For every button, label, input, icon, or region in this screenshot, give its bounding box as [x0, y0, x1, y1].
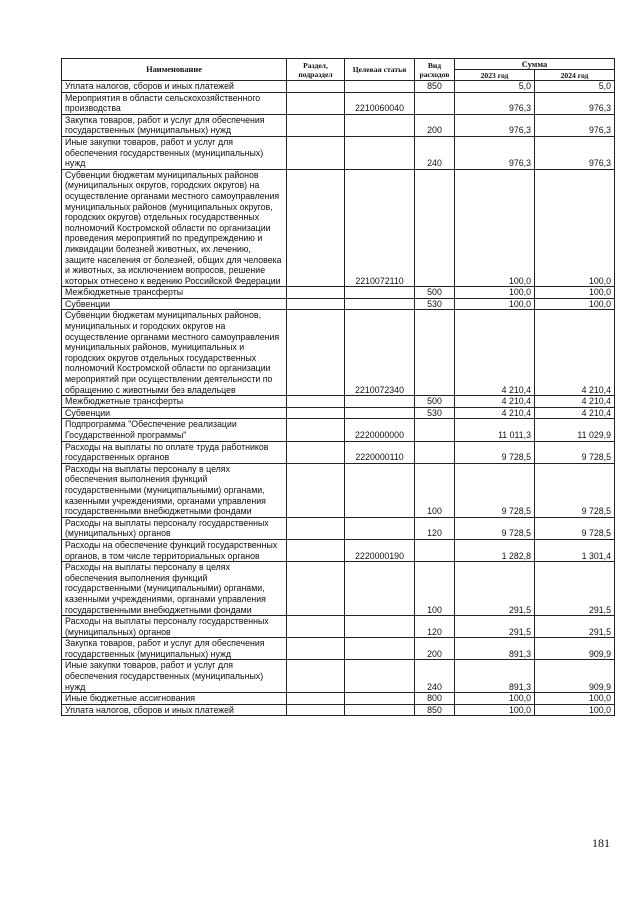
row-name: Субвенции бюджетам муниципальных районов, муниципальных и городских округов на осуществление органами местного самоуправления муниципальных районов, муниципальных и городских округов отдельных государственных полномочий Костромской области по организации мероприятий при осуществлении деятельности по обращению с животными без владельцев: [62, 310, 287, 396]
row-sum-2024: 100,0: [535, 704, 615, 716]
row-type: [415, 419, 455, 441]
row-type: 240: [415, 660, 455, 693]
row-name: Субвенции: [62, 407, 287, 419]
row-name: Мероприятия в области сельскохозяйственного производства: [62, 92, 287, 114]
col-header-year-2023: 2023 год: [455, 70, 535, 81]
row-target: [345, 616, 415, 638]
row-type: 850: [415, 81, 455, 93]
table-row: [62, 136, 615, 169]
table-row: [62, 396, 615, 408]
row-type: 500: [415, 287, 455, 299]
row-sum-2023: 11 011,3: [455, 419, 535, 441]
row-sum-2024: 976,3: [535, 92, 615, 114]
row-section: [287, 298, 345, 310]
row-name: Закупка товаров, работ и услуг для обеспечения государственных (муниципальных) нужд: [62, 114, 287, 136]
row-type: 500: [415, 396, 455, 408]
row-sum-2024: 976,3: [535, 136, 615, 169]
row-name: Иные закупки товаров, работ и услуг для обеспечения государственных (муниципальных) нужд: [62, 136, 287, 169]
row-target: 2210072110: [345, 169, 415, 287]
row-sum-2023: 4 210,4: [455, 310, 535, 396]
table-row: [62, 660, 615, 693]
row-section: [287, 704, 345, 716]
row-sum-2023: 891,3: [455, 638, 535, 660]
row-type: 200: [415, 114, 455, 136]
row-target: 2210072340: [345, 310, 415, 396]
row-section: [287, 562, 345, 616]
row-sum-2023: 4 210,4: [455, 407, 535, 419]
row-type: [415, 169, 455, 287]
table-row: [62, 407, 615, 419]
header-row: [62, 59, 615, 70]
row-type: 530: [415, 407, 455, 419]
table-row: [62, 287, 615, 299]
row-sum-2024: 9 728,5: [535, 441, 615, 463]
table-row: [62, 704, 615, 716]
table-row: [62, 463, 615, 517]
row-name: Расходы на выплаты персоналу в целях обеспечения выполнения функций государственными (муниципальными) органами, казенными учреждениями, органами управления государственными внебюджетными фондами: [62, 562, 287, 616]
row-type: [415, 92, 455, 114]
row-name: Подпрограмма "Обеспечение реализации Государственной программы": [62, 419, 287, 441]
row-name: Субвенции: [62, 298, 287, 310]
row-sum-2024: 1 301,4: [535, 539, 615, 561]
row-sum-2023: 976,3: [455, 136, 535, 169]
row-section: [287, 517, 345, 539]
row-sum-2024: 4 210,4: [535, 396, 615, 408]
row-sum-2024: 100,0: [535, 693, 615, 705]
table-row: [62, 169, 615, 287]
table-row: [62, 298, 615, 310]
row-sum-2023: 291,5: [455, 562, 535, 616]
row-section: [287, 463, 345, 517]
row-target: 2220000190: [345, 539, 415, 561]
row-sum-2023: 9 728,5: [455, 517, 535, 539]
row-type: [415, 310, 455, 396]
row-target: [345, 298, 415, 310]
page-number: 181: [592, 836, 610, 850]
table-row: [62, 419, 615, 441]
row-name: Уплата налогов, сборов и иных платежей: [62, 704, 287, 716]
table-row: [62, 441, 615, 463]
table-row: [62, 539, 615, 561]
row-section: [287, 310, 345, 396]
row-type: 850: [415, 704, 455, 716]
row-sum-2024: 909,9: [535, 660, 615, 693]
row-type: 240: [415, 136, 455, 169]
row-sum-2024: 5,0: [535, 81, 615, 93]
row-target: [345, 81, 415, 93]
row-sum-2023: 9 728,5: [455, 463, 535, 517]
col-header-year-2024: 2024 год: [535, 70, 615, 81]
row-sum-2023: 100,0: [455, 287, 535, 299]
row-target: [345, 396, 415, 408]
row-name: Субвенции бюджетам муниципальных районов (муниципальных округов, городских округов) на осуществление органами местного самоуправления муниципальных районов (муниципальных округов, городских округов) отдельных государственных полномочий Костромской области по организации проведения мероприятий по предупреждению и ликвидации болезней животных, их лечению, защите населения от болезней, общих для человека и животных, за исключением вопросов, решение которых отнесено к ведению Российской Федерации: [62, 169, 287, 287]
row-sum-2023: 100,0: [455, 169, 535, 287]
row-name: Уплата налогов, сборов и иных платежей: [62, 81, 287, 93]
row-name: Расходы на выплаты персоналу государственных (муниципальных) органов: [62, 616, 287, 638]
row-sum-2024: 291,5: [535, 616, 615, 638]
row-section: [287, 136, 345, 169]
row-type: 530: [415, 298, 455, 310]
row-sum-2023: 100,0: [455, 298, 535, 310]
row-sum-2024: 9 728,5: [535, 463, 615, 517]
row-section: [287, 539, 345, 561]
table-row: [62, 92, 615, 114]
row-section: [287, 396, 345, 408]
row-sum-2024: 291,5: [535, 562, 615, 616]
row-sum-2024: 4 210,4: [535, 310, 615, 396]
row-sum-2024: 100,0: [535, 287, 615, 299]
row-sum-2023: 9 728,5: [455, 441, 535, 463]
row-sum-2024: 100,0: [535, 169, 615, 287]
row-target: [345, 114, 415, 136]
row-sum-2024: 909,9: [535, 638, 615, 660]
col-header-type: Вид расходов: [415, 59, 455, 81]
row-section: [287, 693, 345, 705]
row-name: Расходы на выплаты по оплате труда работников государственных органов: [62, 441, 287, 463]
row-sum-2023: 5,0: [455, 81, 535, 93]
row-sum-2024: 9 728,5: [535, 517, 615, 539]
row-section: [287, 419, 345, 441]
row-section: [287, 638, 345, 660]
row-sum-2023: 1 282,8: [455, 539, 535, 561]
row-target: 2220000000: [345, 419, 415, 441]
row-type: [415, 539, 455, 561]
row-sum-2023: 976,3: [455, 92, 535, 114]
row-section: [287, 114, 345, 136]
row-name: Расходы на выплаты персоналу государственных (муниципальных) органов: [62, 517, 287, 539]
row-section: [287, 287, 345, 299]
row-target: [345, 704, 415, 716]
row-type: 800: [415, 693, 455, 705]
table-row: [62, 638, 615, 660]
row-section: [287, 169, 345, 287]
col-header-section: Раздел, подраздел: [287, 59, 345, 81]
row-section: [287, 660, 345, 693]
row-sum-2024: 100,0: [535, 298, 615, 310]
row-name: Иные закупки товаров, работ и услуг для обеспечения государственных (муниципальных) нужд: [62, 660, 287, 693]
row-target: [345, 638, 415, 660]
row-sum-2023: 4 210,4: [455, 396, 535, 408]
budget-table: [61, 58, 615, 716]
table-row: [62, 562, 615, 616]
row-sum-2023: 291,5: [455, 616, 535, 638]
row-target: [345, 562, 415, 616]
row-name: Расходы на обеспечение функций государственных органов, в том числе территориальных органов: [62, 539, 287, 561]
row-target: [345, 463, 415, 517]
row-type: 120: [415, 616, 455, 638]
table-row: [62, 616, 615, 638]
row-sum-2023: 100,0: [455, 704, 535, 716]
row-target: [345, 517, 415, 539]
col-header-target: Целевая статья: [345, 59, 415, 81]
row-section: [287, 81, 345, 93]
row-section: [287, 616, 345, 638]
row-name: Межбюджетные трансферты: [62, 287, 287, 299]
row-type: [415, 441, 455, 463]
row-type: 200: [415, 638, 455, 660]
row-sum-2023: 976,3: [455, 114, 535, 136]
row-target: 2210060040: [345, 92, 415, 114]
row-target: [345, 660, 415, 693]
table-row: [62, 310, 615, 396]
row-section: [287, 92, 345, 114]
col-header-sum: Сумма: [455, 59, 615, 70]
row-name: Межбюджетные трансферты: [62, 396, 287, 408]
row-target: [345, 287, 415, 299]
row-section: [287, 441, 345, 463]
table-row: [62, 517, 615, 539]
table-row: [62, 693, 615, 705]
row-name: Закупка товаров, работ и услуг для обеспечения государственных (муниципальных) нужд: [62, 638, 287, 660]
row-sum-2023: 891,3: [455, 660, 535, 693]
row-target: [345, 407, 415, 419]
row-target: 2220000110: [345, 441, 415, 463]
row-sum-2023: 100,0: [455, 693, 535, 705]
row-type: 120: [415, 517, 455, 539]
row-name: Расходы на выплаты персоналу в целях обеспечения выполнения функций государственными (муниципальными) органами, казенными учреждениями, органами управления государственными внебюджетными фондами: [62, 463, 287, 517]
table-row: [62, 114, 615, 136]
budget-sheet: [61, 58, 614, 716]
row-type: 100: [415, 463, 455, 517]
row-section: [287, 407, 345, 419]
row-target: [345, 693, 415, 705]
row-name: Иные бюджетные ассигнования: [62, 693, 287, 705]
row-sum-2024: 11 029,9: [535, 419, 615, 441]
row-type: 100: [415, 562, 455, 616]
row-target: [345, 136, 415, 169]
row-sum-2024: 976,3: [535, 114, 615, 136]
table-row: [62, 81, 615, 93]
col-header-name: Наименование: [62, 59, 287, 81]
table-body: [62, 81, 615, 716]
row-sum-2024: 4 210,4: [535, 407, 615, 419]
